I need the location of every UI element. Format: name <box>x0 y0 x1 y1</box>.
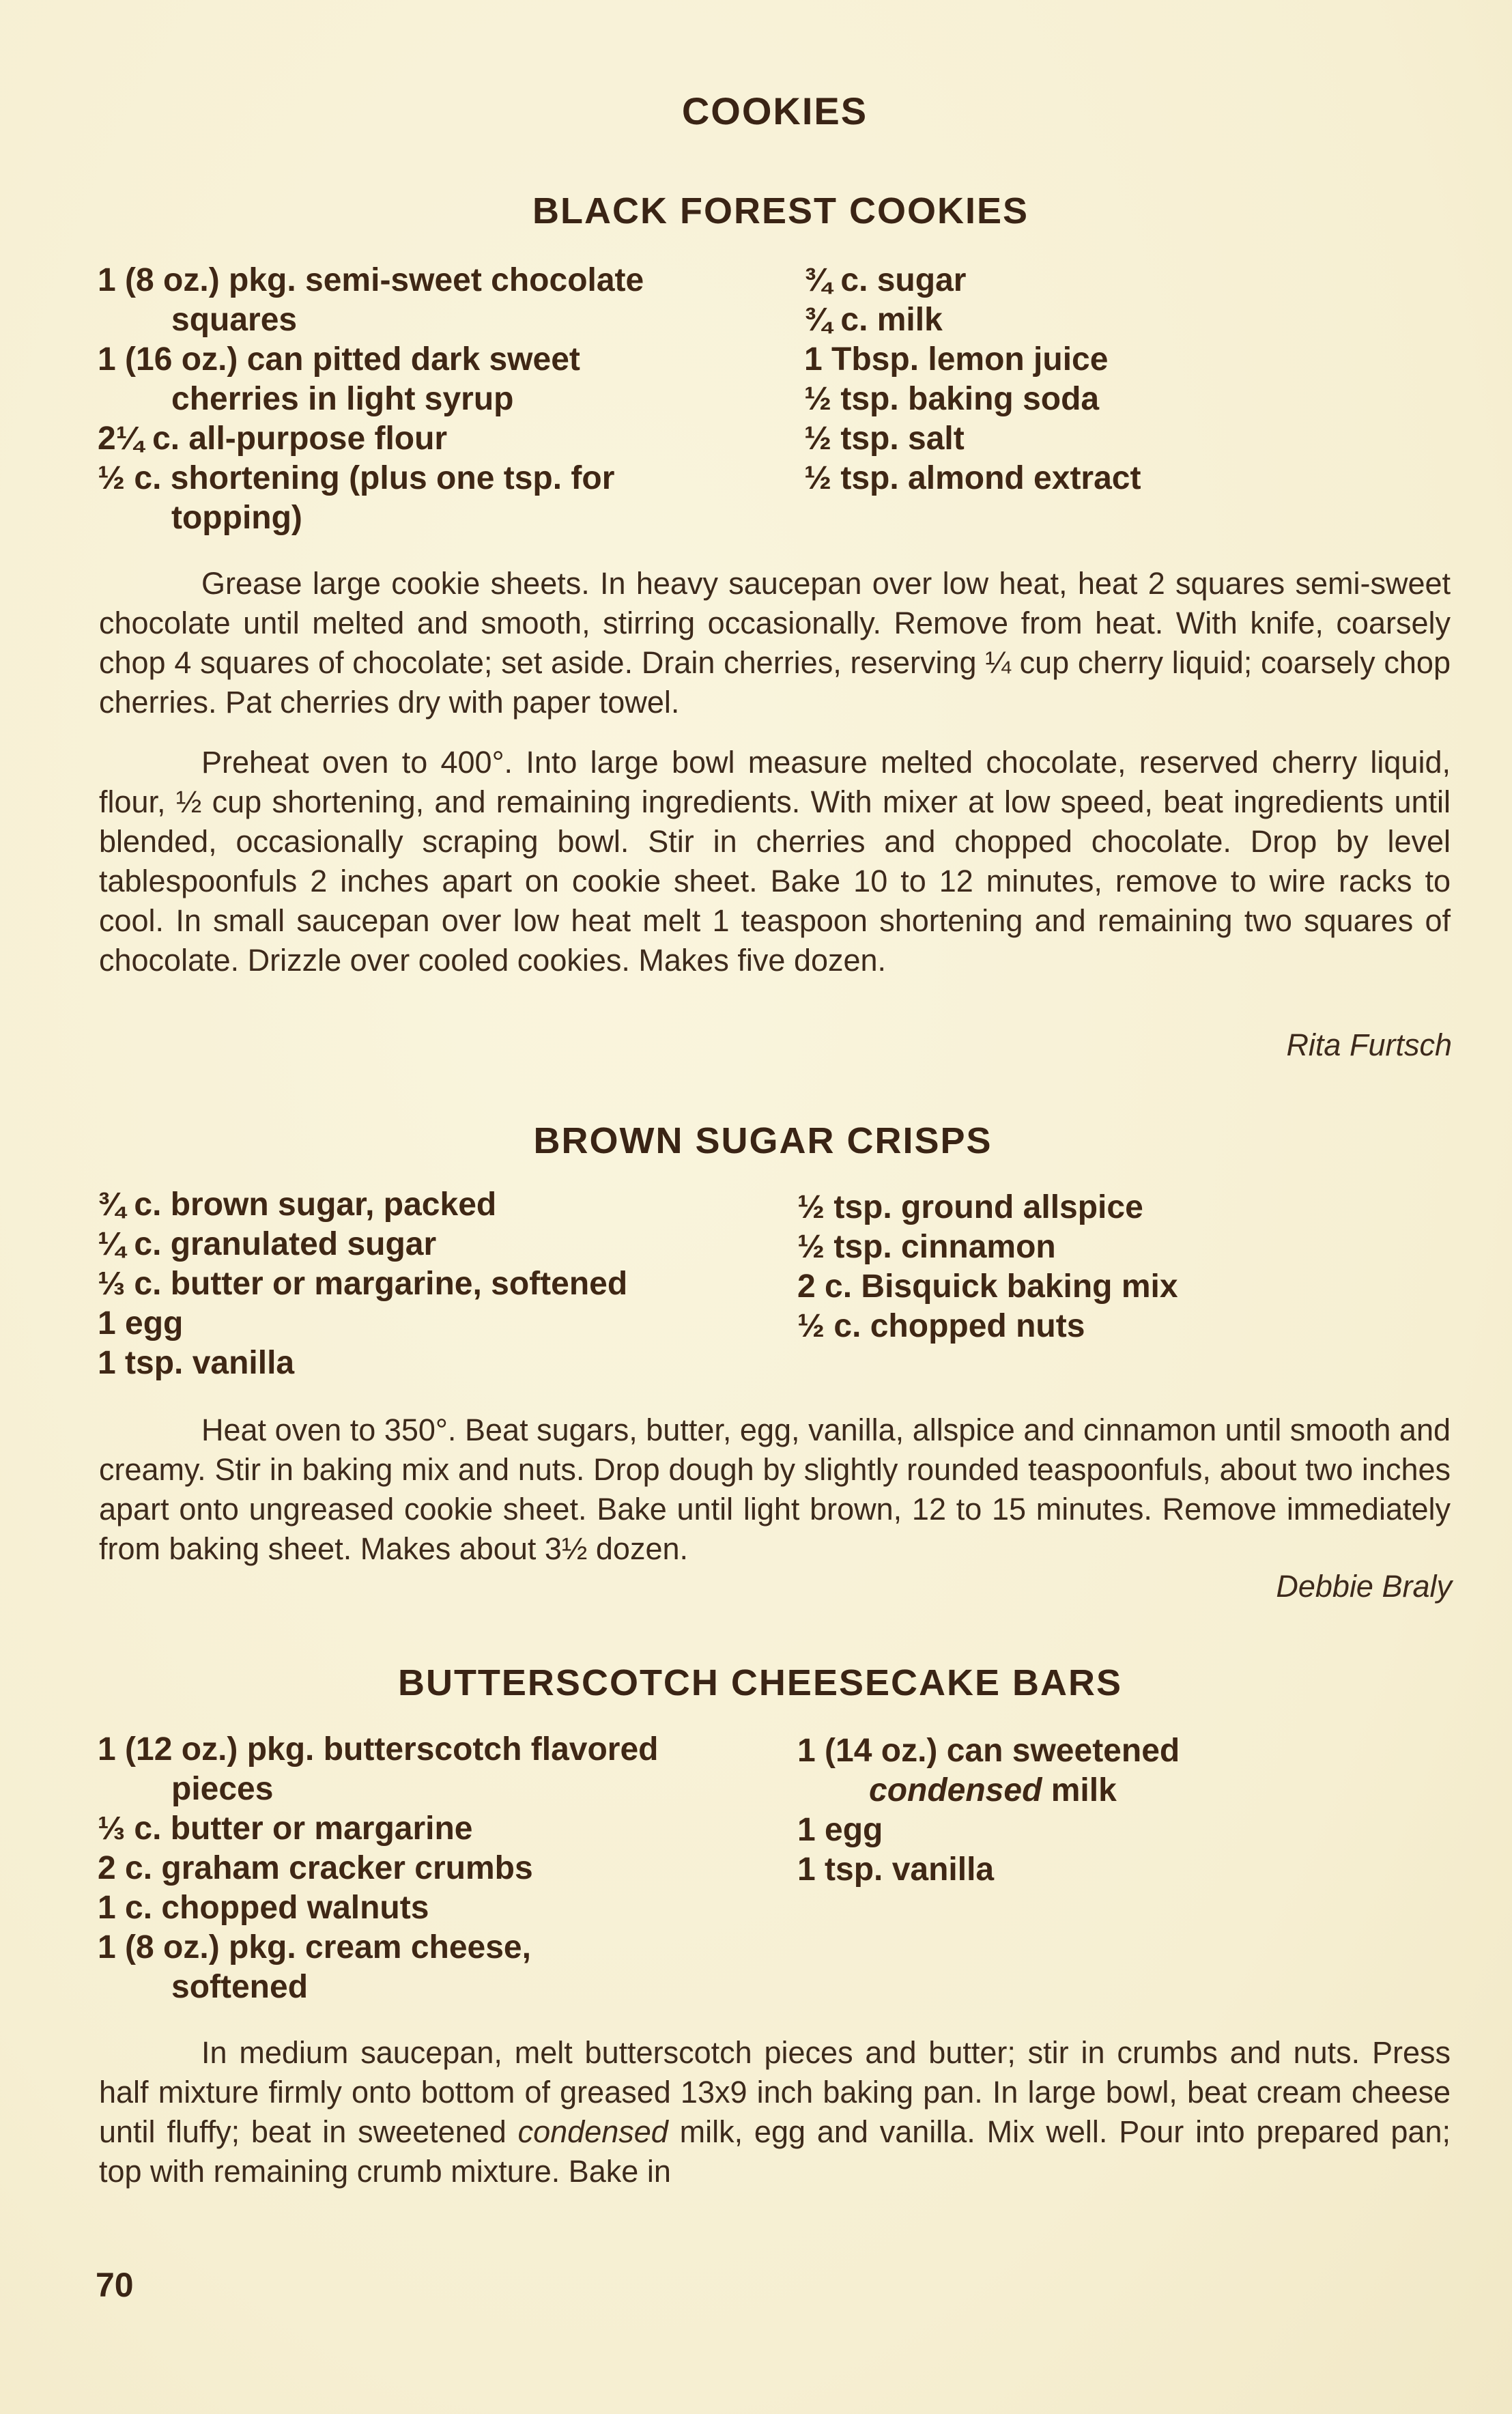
ingredient-line: ¾ c. milk <box>804 302 943 338</box>
recipe-title-black-forest: BLACK FOREST COOKIES <box>532 190 1029 231</box>
ingredient-line: ¾ c. sugar <box>804 262 967 298</box>
ingredients-left-brown-sugar-crisps <box>98 1185 627 1383</box>
ingredient-line: 1 (8 oz.) pkg. cream cheese, <box>98 1929 531 1965</box>
ingredient-line: 2 c. graham cracker crumbs <box>98 1850 533 1886</box>
ingredient-line: ¾ c. brown sugar, packed <box>98 1187 497 1223</box>
ingredient-line: softened <box>171 1969 309 2005</box>
ingredient-line: ½ c. chopped nuts <box>797 1308 1085 1344</box>
ingredient-line: cherries in light syrup <box>171 381 514 417</box>
ingredient-line: ⅓ c. butter or margarine <box>98 1810 473 1847</box>
ingredient-line: 1 (16 oz.) can pitted dark sweet <box>98 341 580 378</box>
ingredient-line: 1 (14 oz.) can sweetened <box>797 1733 1180 1769</box>
author-black-forest: Rita Furtsch <box>1286 1027 1452 1062</box>
recipe-title-brown-sugar-crisps: BROWN SUGAR CRISPS <box>533 1120 993 1161</box>
ingredient-line: 1 Tbsp. lemon juice <box>804 341 1109 378</box>
page-number: 70 <box>96 2266 134 2304</box>
ingredient-line: 1 (8 oz.) pkg. semi-sweet chocolate <box>98 262 644 298</box>
ingredient-line: 1 tsp. vanilla <box>98 1345 295 1381</box>
ingredient-line: 1 egg <box>797 1812 883 1848</box>
directions-italic: condensed <box>517 2114 668 2149</box>
italic-word: condensed <box>869 1772 1042 1808</box>
directions-paragraph: Heat oven to 350°. Beat sugars, butter, egg, vanilla, allspice and cinnamon until smooth and creamy. Stir in baking mix and nuts. Drop dough by slightly rounded teaspoonfuls, about two inches apart onto ungreased cookie sheet. Bake until light brown, 12 to 15 minutes. Remove immediately from baking sheet. Makes about 3½ dozen. <box>99 1412 1451 1566</box>
directions-text: In medium saucepan, melt butterscotch pieces and butter; stir in crumbs and nuts. Press half mixture firmly onto bottom of greased 13x9 inch baking pan. In large bowl, beat cream cheese until fluffy; beat in sweetened <box>99 2035 1451 2149</box>
ingredient-line: 1 tsp. vanilla <box>797 1851 995 1888</box>
directions-paragraph: Grease large cookie sheets. In heavy saucepan over low heat, heat 2 squares semi-sweet chocolate until melted and smooth, stirring occasionally. Remove from heat. With knife, coarsely chop 4 squares of chocolate; set aside. Drain cherries, reserving ¼ cup cherry liquid; coarsely chop cherries. Pat cherries dry with paper towel. <box>99 566 1451 720</box>
directions-brown-sugar-crisps <box>99 1410 1451 1569</box>
directions-text: milk, egg and vanilla. Mix well. Pour into prepared pan; top with remaining crumb mixture. Bake in <box>99 2114 1451 2189</box>
ingredient-line <box>797 1771 1180 1810</box>
author-brown-sugar-crisps: Debbie Braly <box>1276 1569 1452 1604</box>
ingredients-right-butterscotch <box>797 1731 1180 1890</box>
recipe-title-butterscotch-cheesecake-bars: BUTTERSCOTCH CHEESECAKE BARS <box>397 1662 1123 1703</box>
ingredient-line: pieces <box>171 1771 274 1807</box>
ingredient-line: ⅓ c. butter or margarine, softened <box>98 1266 628 1302</box>
section-title: COOKIES <box>681 89 868 132</box>
ingredient-line: squares <box>171 302 298 338</box>
ingredient-line: 1 c. chopped walnuts <box>98 1890 429 1926</box>
ingredient-line: ½ tsp. cinnamon <box>797 1229 1056 1265</box>
directions-paragraph: Preheat oven to 400°. Into large bowl measure melted chocolate, reserved cherry liquid, flour, ½ cup shortening, and remaining ingredients. With mixer at low speed, beat ingredients until blended, occasionally scraping bowl. Stir in cherries and chopped chocolate. Drop by level tablespoonfuls 2 inches apart on cookie sheet. Bake 10 to 12 minutes, remove to wire racks to cool. In small saucepan over low heat melt 1 teaspoon shortening and remaining two squares of chocolate. Drizzle over cooled cookies. Makes five dozen. <box>99 745 1451 978</box>
ingredients-right-brown-sugar-crisps <box>797 1188 1178 1346</box>
ingredient-line: ½ tsp. salt <box>804 421 965 457</box>
ingredients-right-black-forest <box>804 261 1141 498</box>
ingredient-line: 2¼ c. all-purpose flour <box>98 421 448 457</box>
ingredient-line: ¼ c. granulated sugar <box>98 1226 437 1262</box>
ingredient-line: topping) <box>171 500 302 536</box>
ingredient-line: ½ c. shortening (plus one tsp. for <box>98 460 615 496</box>
ingredient-line: 1 (12 oz.) pkg. butterscotch flavored <box>98 1731 659 1767</box>
directions-butterscotch <box>99 2033 1451 2191</box>
ingredient-line: ½ tsp. baking soda <box>804 381 1100 417</box>
directions-paragraph <box>99 2033 1451 2191</box>
ingredient-line: 2 c. Bisquick baking mix <box>797 1268 1178 1305</box>
ingredient-line: 1 egg <box>98 1305 184 1341</box>
ingredient-line: ½ tsp. ground allspice <box>797 1189 1143 1225</box>
ingredients-left-butterscotch <box>98 1730 658 2007</box>
ingredients-left-black-forest <box>98 261 644 538</box>
ingredient-line: ½ tsp. almond extract <box>804 460 1141 496</box>
directions-black-forest <box>99 564 1451 980</box>
ingredient-text: milk <box>1042 1772 1117 1808</box>
